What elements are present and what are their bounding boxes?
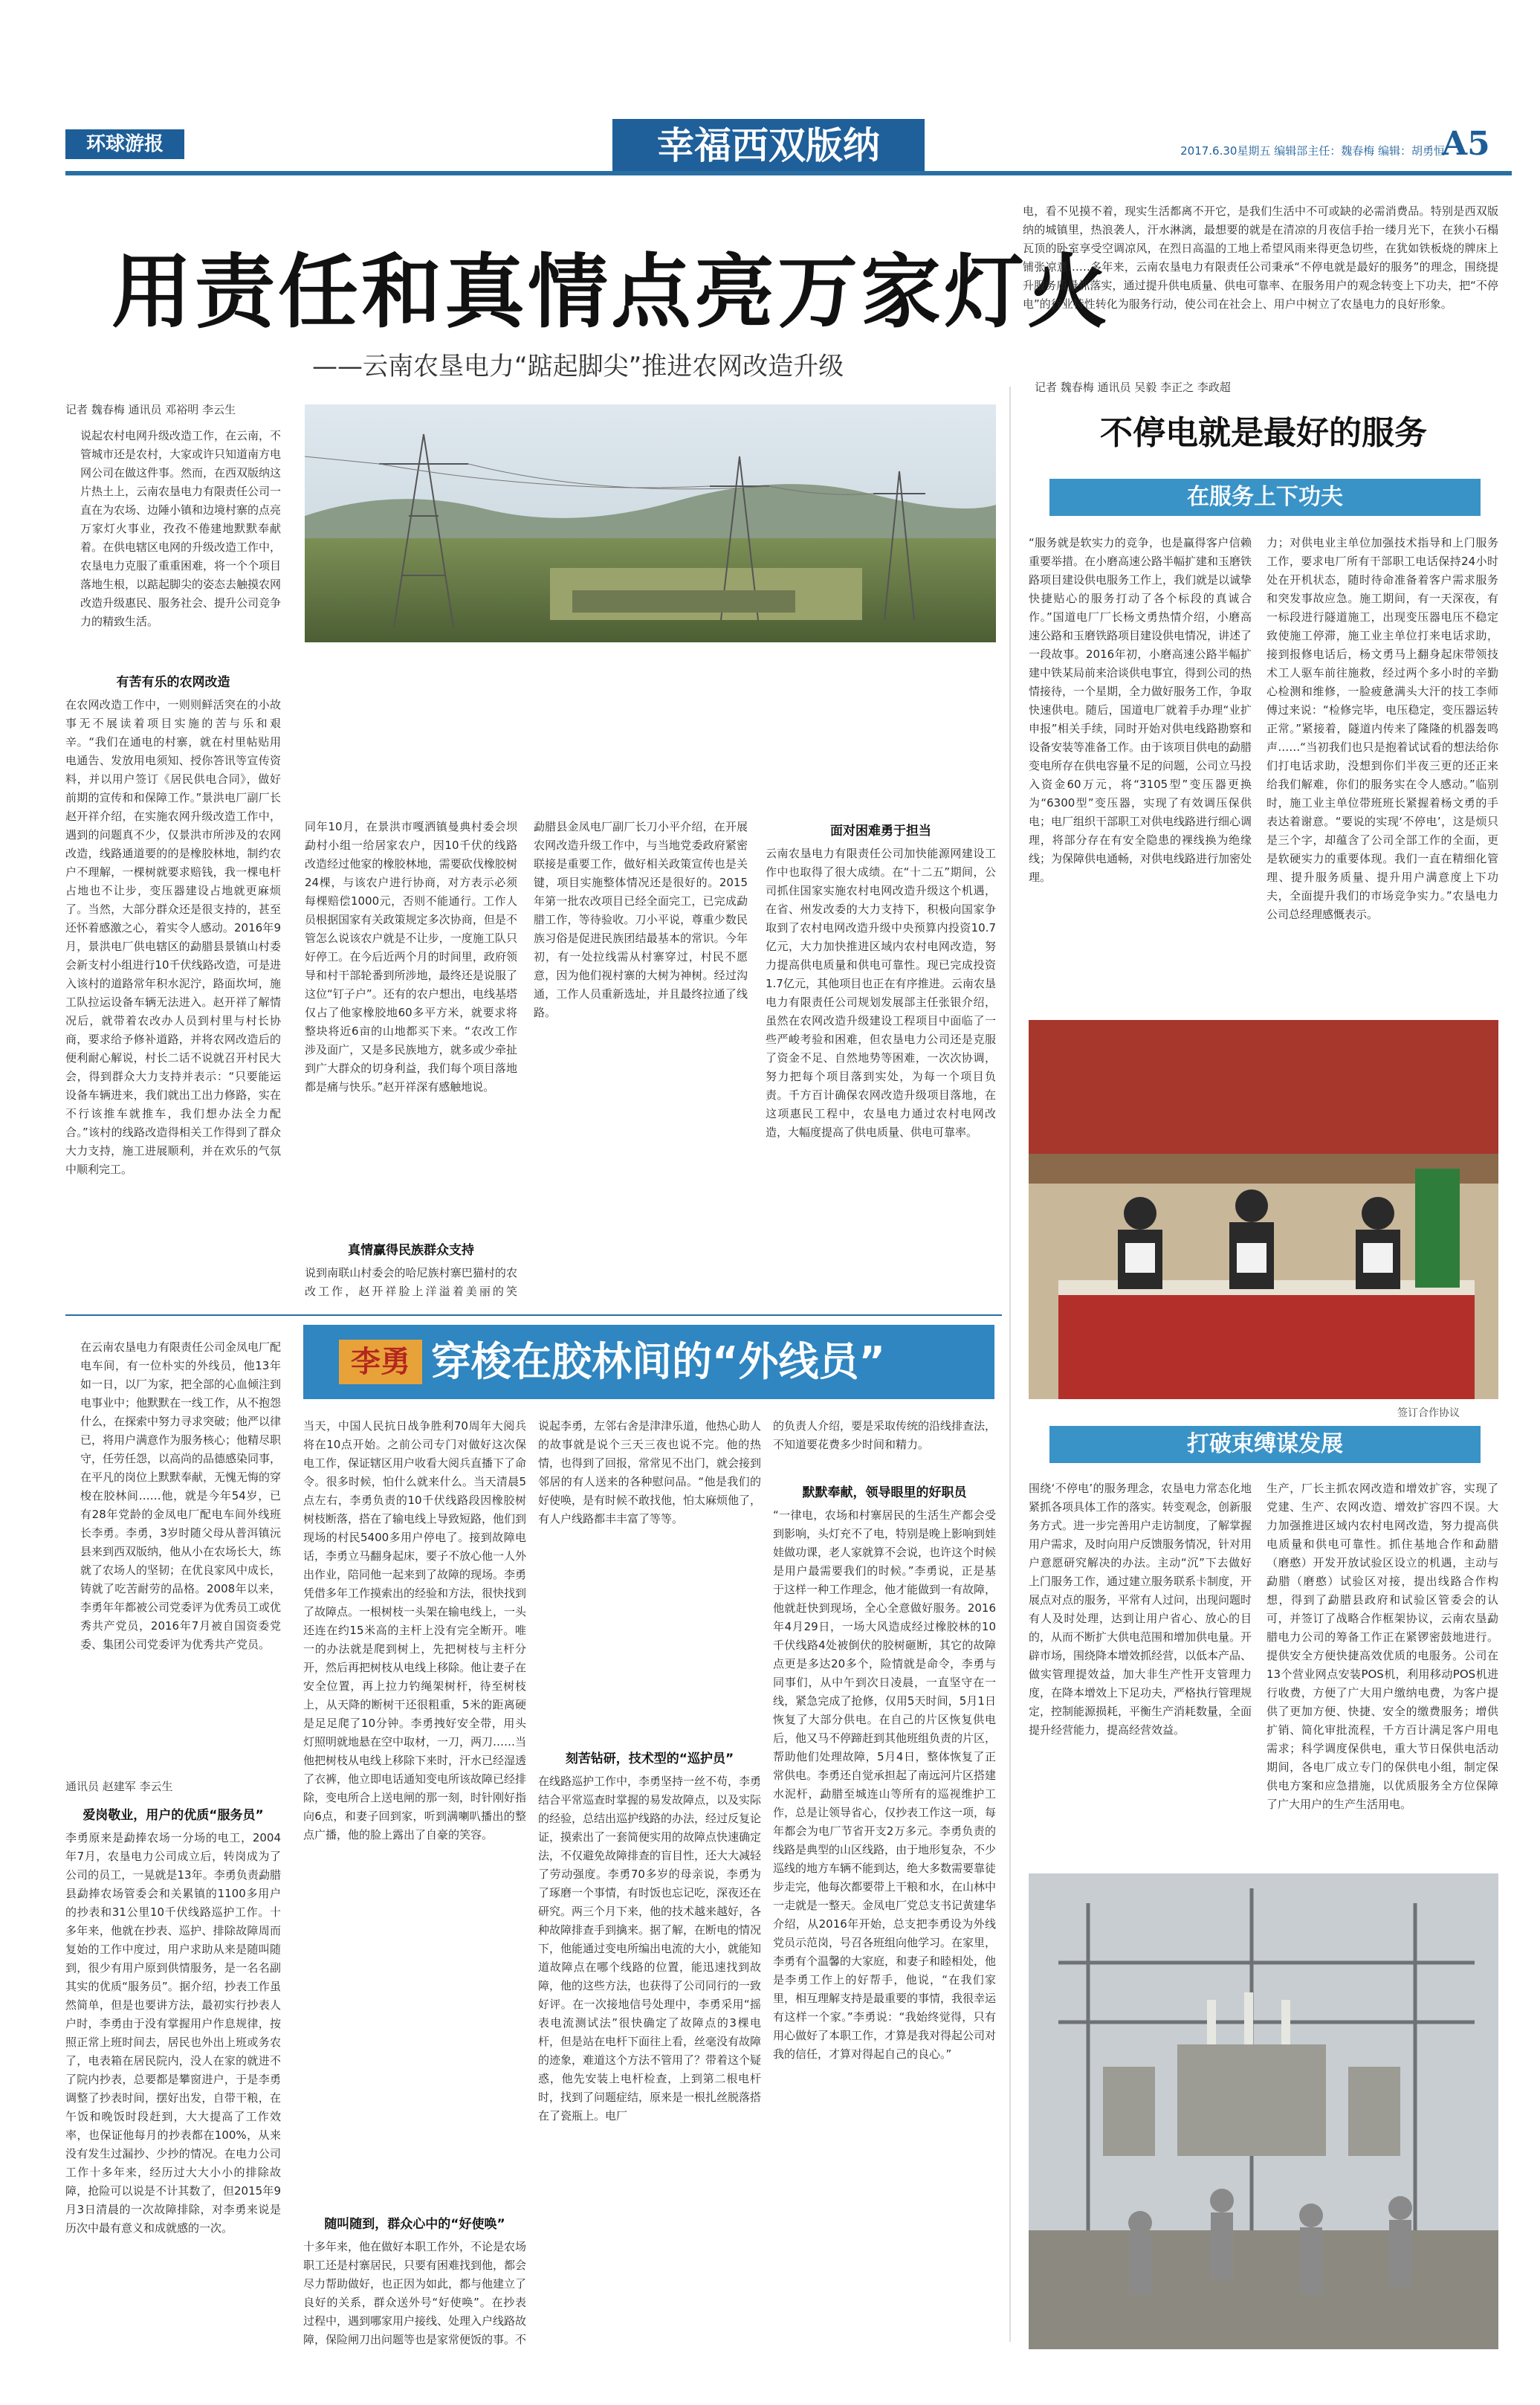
story3-col3b: 在线路巡护工作中，李勇坚持一丝不苟，李勇结合平常巡查时掌握的易发故障点，以及实际的经验，总结出巡护线路的办法，经过反复论证，摸索出了一套简便实用的故障点快速确定法，不仅避免故障排查的盲目性，还大大减轻了劳动强度。李勇70多岁的母亲说，李勇为了琢磨一个事情，有时饭也忘记吃，深夜还在研究。两三个月下来，他的技术越来越好，各种故障排查手到擒来。据了解，在断电的情况下，他能通过变电所编出电流的大小，就能知道故障点在哪个线路的位置，能迅速找到故障，他的这些方法，也获得了公司同行的一致好评。在一次接地信号处理中，李勇采用“摇表电流测试法”很快确定了故障点的3棵电杆，但是站在电杆下面往上看，丝毫没有故障的迹象，难道这个方法不管用了？带着这个疑惑，他先安装上电杆检查，上到第二根电杆时，找到了问题症结，原来是一根扎丝脱落搭在了瓷瓶上。电厂 [538,1775,761,2122]
substation-photo-graphic [1029,1873,1498,2349]
story1-title: 用责任和真情点亮万家灯火 [111,245,1111,339]
story3-col4: 的负责人介绍，要是采取传统的沿线排查法，不知道要花费多少时间和精力。 [773,1419,996,1451]
story3-title: 穿梭在胶林间的“外线员” [431,1338,885,1385]
masthead-label: 环球游报 [65,129,184,159]
story1-col3: 勐腊县金凤电厂副厂长刀小平介绍，在开展农网改造升级工作中，与当地党委政府紧密联接是重要工作，做好相关政策宣传也是关键，项目实施整体情况还是很好的。2015年第一批农改项目已经全面完工，已完成勐腊工作，等待验收。刀小平说，尊重少数民族习俗是促进民族团结最基本的常识。今年初，有一处拉线需从村寨穿过，村民不愿意，因为他们视村寨的大树为神树。经过沟通，工作人员重新选址，并且最终拉通了线路。 [534,820,748,1019]
story3-col2b: 十多年来，他在做好本职工作外，不论是农场职工还是村寨居民，只要有困难找到他，都会尽力帮助做好，也正因为如此，都与他建立了良好的关系，群众送外号“好使唤”。在抄表过程中，遇到哪家用户接线、处理入户线路故障，保险闸刀出问题等也是家常便饭的事。不 [303,2240,526,2346]
story2-byline: 记者 魏春梅 通讯员 吴毅 李正之 李政超 [1035,381,1231,394]
substation-photo [1029,1873,1498,2349]
story3-col4b: “一律电，农场和村寨居民的生活生产都会受到影响，头灯充不了电，特别是晚上影响到娃娃做功课，老人家就算不会说，也许这个时候是用户最需要我们的时候。”李勇说，正是基于这样一种工作理念，他才能做到一有故障，他就赶快到现场，全心全意做好服务。2016年4月29日，一场大风造成经过橡胶林的10千伏线路4处被倒伏的胶树砸断，其它的故障点更是多达20多个，险情就是命令，李勇与同事们，从中午到次日凌晨，一直坚守在一线，紧急完成了抢修，仅用5天时间，5月1日恢复了大部分供电。在自己的片区恢复供电后，他又马不停蹄赶到其他班组负责的片区，帮助他们处理故障，5月4日，整体恢复了正常供电。李勇还自觉承担起了南远河片区搭建水泥杆，勐腊至城连山等所有的巡视维护工作，总是让领导省心，仅抄表工作这一项，每年都会为电厂节省开支2万多元。李勇负责的线路是典型的山区线路，由于地形复杂，不少巡线的地方车辆不能到达，绝大多数需要靠徒步走完，他每次都要带上干粮和水，在山林中一走就是一整天。金凤电厂党总支书记黄建华介绍，从2016年开始，总支把李勇设为外线党员示范岗，号召各班组向他学习。在家里，李勇有个温馨的大家庭，和妻子和睦相处，他是李勇工作上的好帮手，他说，“在我们家里，相互理解支持是最重要的事情，我很幸运有这样一个家。”李勇说：“我始终觉得，只有用心做好了本职工作，才算是我对得起公司对我的信任，才算对得起自己的良心。” [773,1508,996,2061]
story3-intro: 在云南农垦电力有限责任公司金凤电厂配电车间，有一位朴实的外线员，他13年如一日，以厂为家，把全部的心血倾注到电事业中；他默默在一线工作，从不抱怨什么，在探索中努力寻求突破；他严以律已，将用户满意作为服务核心；他精尽职守，任劳任怨，以高尚的品德感染同事，在平凡的岗位上默默奉献，无愧无悔的穿梭在胶林间……他，就是今年54岁，已有28年党龄的金凤电厂配电车间外线班长李勇。李勇，3岁时随父母从普洱镇沅县来到西双版纳，他从小在农场长大，练就了农场人的坚韧；在优良家风中成长，铸就了吃苦耐劳的品格。2008年以来，李勇年年都被公司党委评为优秀员工或优秀共产党员，2016年7月被自国资委党委、集团公司党委评为优秀共产党员。 [80,1340,281,1651]
page-number: A5 [1442,125,1490,163]
story1-heading-3: 面对困难勇于担当 [830,824,931,839]
masthead-rule [65,171,1512,175]
story3-heading-2: 随叫随到，群众心中的“好使唤” [324,2217,505,2232]
story3-name-tag: 李勇 [339,1340,422,1384]
story1-heading-1: 有苦有乐的农网改造 [116,675,230,690]
story1-heading-2: 真情赢得民族群众支持 [348,1243,474,1258]
masthead [0,104,1540,171]
story1-col1: 在农网改造工作中，一则则鲜活突在的小故事无不展读着项目实施的苦与乐和艰辛。“我们在通电的村寨，就在村里帖贴用电通告、发放用电须知、授你答讯等宣传资料，并以用户签订《居民供电合同》，做好前期的宣传和和保障工作。”景洪电厂副厂长赵开祥介绍，在实施农网升级改造工作中，遇到的问题真不少，仅景洪市所涉及的农网改造，线路通道要的的是橡胶林地，制约农户不理解，一棵树就要求赔钱，我一棵电杆占地也不让步，变压器建设占地就更麻烦了。当然，大部分群众还是很支持的，甚至还怀着感激之心，着实令人感动。2016年9月，景洪电厂供电辖区的勐腊县景镇山村委会新支村小组进行10千伏线路改造，可是进入该村的道路常年积水泥泞，路面坎坷，施工队拉运设备车辆无法进入。赵开祥了解情况后，就带着农改办人员到村里与村长协商，要求给予修补道路，并将农网改造后的便利耐心解说，村长二话不说就召开村民大会，得到群众大力支持并表示：“只要能运设备车辆进来，我们就出工出力修路，实在不行该推车就推车，我们想办法全力配合。”该村的线路改造得相关工作得到了群众大力支持，施工进展顺利，并在欢乐的气氛中顺利完工。 [65,698,281,1176]
pylon-photo-graphic [305,404,996,642]
story1-col2b: 说到南联山村委会的哈尼族村寨巴猫村的农改工作，赵开祥脸上洋溢着美丽的笑 [305,1266,517,1298]
story2-colD: 生产，厂长主抓农网改造和增效扩容，实现了党建、生产、农网改造、增效扩容四不误。大力加强推进区域内农村电网改造，努力提高供电质量和供电可靠性。抓住基地合作和勐腊（磨憨）开发开放试验区设立的机遇，主动与勐腊（磨憨）试验区对接，提出线路合作构想，得到了勐腊县政府和试验区管委会的认可，并签订了战略合作框架协议，云南农垦勐腊电力公司的筹备工作正在紧锣密鼓地进行。提供安全方便快捷高效优质的电服务。公司在13个营业网点安装POS机，利用移动POS机进行收费，方便了广大用户缴纳电费，为客户提供了更加方便、快捷、安全的缴费服务；增供扩销、简化审批流程，千方百计满足客户用电需求；科学调度保供电，重大节日保供电活动期间，各电厂成立专门的保供电小组，制定保供电方案和应急措施，以优质服务全方位保障了广大用户的生产生活用电。 [1266,1482,1498,1811]
story2-title: 不停电就是最好的服务 [1100,414,1427,452]
story3-col3: 说起李勇，左邻右舍是津津乐道，他热心助人的故事就是说个三天三夜也说不完。他的热情，也得到了回报，常常见不出门，就会接到邻居的有人送来的各种慰问品。“他是我们的好使唤，是有时候不敢找他，怕太麻烦他了，有人户线路都丰丰富了等等。 [538,1419,761,1526]
story3-byline: 通讯员 赵建军 李云生 [65,1780,173,1793]
story3-heading-4: 默默奉献，领导眼里的好职员 [802,1485,967,1500]
story2-bar-1: 在服务上下功夫 [1049,479,1481,516]
story2-colC: 围绕‘不停电’的服务理念，农垦电力常态化地紧抓各项具体工作的落实。转变观念，创新服务方式。进一步完善用户走访制度，了解掌握用户需求，及时向用户反馈服务情况，针对用户意愿研究解决的办法。主动“沉”下去做好上门服务工作，通过建立服务联系卡制度，开展点对点的服务，平常有人过问，出现问题时有人及时处理，达到让用户省心、放心的目的，从而不断扩大供电范围和增加供电量。开辟市场，围绕降本增效抓经营，以低本产品、做实管理提效益，加大非生产性开支管理力度，在降本增效上下足功夫，严格执行管理规定，控制能源损耗，平衡生产消耗数量，全面提升经营能力，提高经营效益。 [1029,1482,1252,1737]
column-divider [1009,387,1011,2342]
story3-heading-1: 爱岗敬业，用户的优质“服务员” [82,1808,264,1823]
masthead-info: 2017.6.30星期五 编辑部主任：魏春梅 编辑：胡勇恒 [1180,144,1445,158]
story3-col1: 李勇原来是勐捧农场一分场的电工，2004年7月，农垦电力公司成立后，转岗成为了公司的员工，一晃就是13年。李勇负责勐腊县勐捧农场管委会和关累镇的1100多用户的抄表和31公里10千伏线路巡护工作。十多年来，他就在抄表、巡护、排除故障周而复始的工作中度过，用户求助从来是随叫随到，很少有用户原到供情服务，是一名名副其实的优质“服务员”。据介绍，抄表工作虽然简单，但是也要讲方法，最初实行抄表人户时，李勇由于没有掌握用户作息规律，按照正常上班时间去，居民也外出上班或务农了，电表箱在居民院内，没人在家的就进不了院内抄表，总要都是攀窗进户，于是李勇调整了抄表时间，摆好出发，自带干粮，在午饭和晚饭时段赶到，大大提高了工作效率，也保证他每月的抄表都在100%，从来没有发生过漏抄、少抄的情况。在电力公司工作十多年来，经历过大大小小的排除故障，抢险可以说是不计其数了，但2015年9月3日清晨的一次故障排除，对李勇来说是历次中最有意义和成就感的一次。 [65,1831,281,2235]
story1-intro: 说起农村电网升级改造工作，在云南，不管城市还是农村，大家或许只知道南方电网公司在做这件事。然而，在西双版纳这片热土上，云南农垦电力有限责任公司一直在为农场、边陲小镇和边境村寨的点亮万家灯火事业，孜孜不倦建地默默奉献着。在供电辖区电网的升级改造工作中，农垦电力克服了重重困难，将一个个项目落地生根，以踮起脚尖的姿态去触摸农网改造升级惠民、服务社会、提升公司竞争力的精致生活。 [80,429,281,628]
story1-col2: 同年10月，在景洪市嘎洒镇曼典村委会坝勐村小组一给居家农户，因10千伏的线路改造经过他家的橡胶林地，需要砍伐橡胶树24棵，与该农户进行协商，对方表示必须每棵赔偿1000元，否则不能通行。工作人员根据国家有关政策规定多次协商，但是不管怎么说该农户就是不让步，一度施工队只好停工。在今后近两个月的时间里，政府领导和村干部轮番到所涉地，最终还是说服了这位“钉子户”。还有的农户想出，电线基塔仅占了他家橡胶地60多平方米，就要求将整块将近6亩的山地都买下来。“农改工作涉及面广，又是多民族地方，就多或少牵扯到广大群众的切身利益，我们每个项目落地都是痛与快乐。”赵开祥深有感触地说。 [305,820,517,1094]
story3-col2: 当天，中国人民抗日战争胜利70周年大阅兵将在10点开始。之前公司专门对做好这次保电工作，保证辖区用户收看大阅兵直播下了命令。很多时候，怕什么就来什么。当天清晨5点左右，李勇负责的10千伏线路段因橡胶树树枝断落，搭在了输电线上导致短路，他们到现场的村民5400多用户停电了。接到故障电话，李勇立马翻身起床，要子不放心他一人外出作业，陪同他一起来到了故障的现场。李勇凭借多年工作摸索出的经验和方法，很快找到了故障点。一根树枝一头架在输电线上，一头还连在约15米高的主杆上没有完全断开。唯一的办法就是爬到树上，先把树枝与主杆分开，然后再把树枝从电线上移除。他让妻子在安全位置，再上拉力钓绳架树杆，待至树枝上，从天降的断树干还很粗重，5米的距离硬是足足爬了10分钟。李勇拽好安全带，用头灯照明就地悬在空中取材，一刀，两刀……当他把树枝从电线上移除下来时，汗水已经湿透了衣裤，他立即电话通知变电所该故障已经排除，变电所合上送电闸的那一刻，时针刚好指向6点，和妻子回到家，听到满喇叭播出的整点广播，他的脸上露出了自豪的笑容。 [303,1419,526,1841]
story1-byline: 记者 魏春梅 通讯员 邓裕明 李云生 [65,403,236,416]
story3-heading-3: 刻苦钻研，技术型的“巡护员” [565,1752,734,1766]
story2-intro: 电，看不见摸不着，现实生活都离不开它，是我们生活中不可或缺的必需消费品。特别是西双版纳的城镇里，热浪袭人，汗水淋漓，最想要的就是在清凉的月夜信手抬一缕月光下，在狭小石榻瓦顶的卧室享受空调凉风，在烈日高温的工地上希望风雨来得更急切些，在犹如铁板烧的牌床上铺张凉意……多年来，云南农垦电力有限责任公司秉承“不停电就是最好的服务”的理念，围绕提升服务质量抓落实，通过提升供电质量、供电可靠率、在服务用户的观念转变上下功夫，把“不停电”的行业特性转化为服务行动，使公司在社会上、用户中树立了农垦电力的良好形象。 [1023,204,1498,311]
pylon-photo [305,404,996,642]
photo-caption: 签订合作协议 [1397,1407,1460,1419]
signing-photo-graphic [1029,1020,1498,1399]
story1-subtitle: ——云南农垦电力“踮起脚尖”推进农网改造升级 [312,352,844,381]
story1-col3b: 云南农垦电力有限责任公司加快能源网建设工作中也取得了很大成绩。在“十二五”期间，公司抓住国家实施农村电网改造升级这个机遇，在省、州发改委的大力支持下，积极向国家争取到了农村电网改造升级中央预算内投资10.7亿元，大力加快推进区域内农村电网改造，努力提高供电质量和供电可靠性。现已完成投资1.7亿元，其他项目也正在有序推进。云南农垦电力有限责任公司规划发展部主任张银介绍，虽然在农网改造升级建设工程项目中面临了一些严峻考验和困难，但农垦电力公司还是克服了资金不足、自然地势等困难，一次次协调，努力把每个项目落到实处，为每一个项目负责。千方百计确保农网改造升级项目落地，在这项惠民工程中，农垦电力通过农村电网改造，大幅度提高了供电质量、供电可靠率。 [766,847,996,1139]
section-title: 幸福西双版纳 [612,119,925,172]
story2-colB: 力；对供电业主单位加强技术指导和上门服务工作，要求电厂所有干部职工电话保持24小时处在开机状态，随时待命准备着客户需求服务和突发事故应急。施工期间，有一天深夜，有一标段进行隧道施工，出现变压器电压不稳定致使施工停滞，施工业主单位打来电话求助，接到报修电话后，杨文勇马上翻身起床带领技术工人驱车前往施救，经过两个多小时的辛勤心检测和维修，一脸疲惫满头大汗的技工李师傅过来说：“检修完毕，电压稳定，变压器运转正常。”紧接着，隧道内传来了隆隆的机器轰鸣声……“当初我们也只是抱着试试看的想法给你们打电话求助，没想到你们半夜三更的还正来给我们解难，你们的服务实在令人感动。”临别时，施工业主单位带班班长紧握着杨文勇的手表达着谢意。“要说的实现‘不停电’，这是烦只是三个字，却蕴含了公司全部工作的全面，更是软硬实力的重要体现。我们一直在精细化管理、提升服务质量、提升用户满意度上下功夫，全面提升我们的市场竞争实力。”农垦电力公司总经理感慨表示。 [1266,536,1498,921]
story2-bar-2: 打破束缚谋发展 [1049,1426,1481,1463]
story2-colA: “服务就是软实力的竞争，也是赢得客户信赖重要举措。在小磨高速公路半幅扩建和玉磨铁路项目建设供电服务工作上，我们就是以诚挚快捷贴心的服务打动了各个标段的真诚合作。”国道电厂厂长杨文勇热情介绍，小磨高速公路和玉磨铁路项目建设供电情况，讲述了一段故事。2016年初，小磨高速公路半幅扩建中铁某局前来洽谈供电事宜，得到公司的热情接待，一个星期，全力做好服务工作，争取快速供电。随后，国道电厂就着手办理“业扩申报”相关手续，同时开始对供电线路勘察和设备安装等准备工作。由于该项目供电的勐腊变电所存在供电容量不足的问题，公司立马投入资金60万元，将“3105型”变压器更换为“6300型”变压器，实现了有效调压保供电；电厂组织干部职工对供电线路进行细心调理，将部分存在有安全隐患的裸线换为绝缘线；为保障供电通畅，对供电线路进行加密处理。 [1029,536,1252,884]
story3-top-rule [65,1314,1002,1316]
signing-photo [1029,1020,1498,1399]
